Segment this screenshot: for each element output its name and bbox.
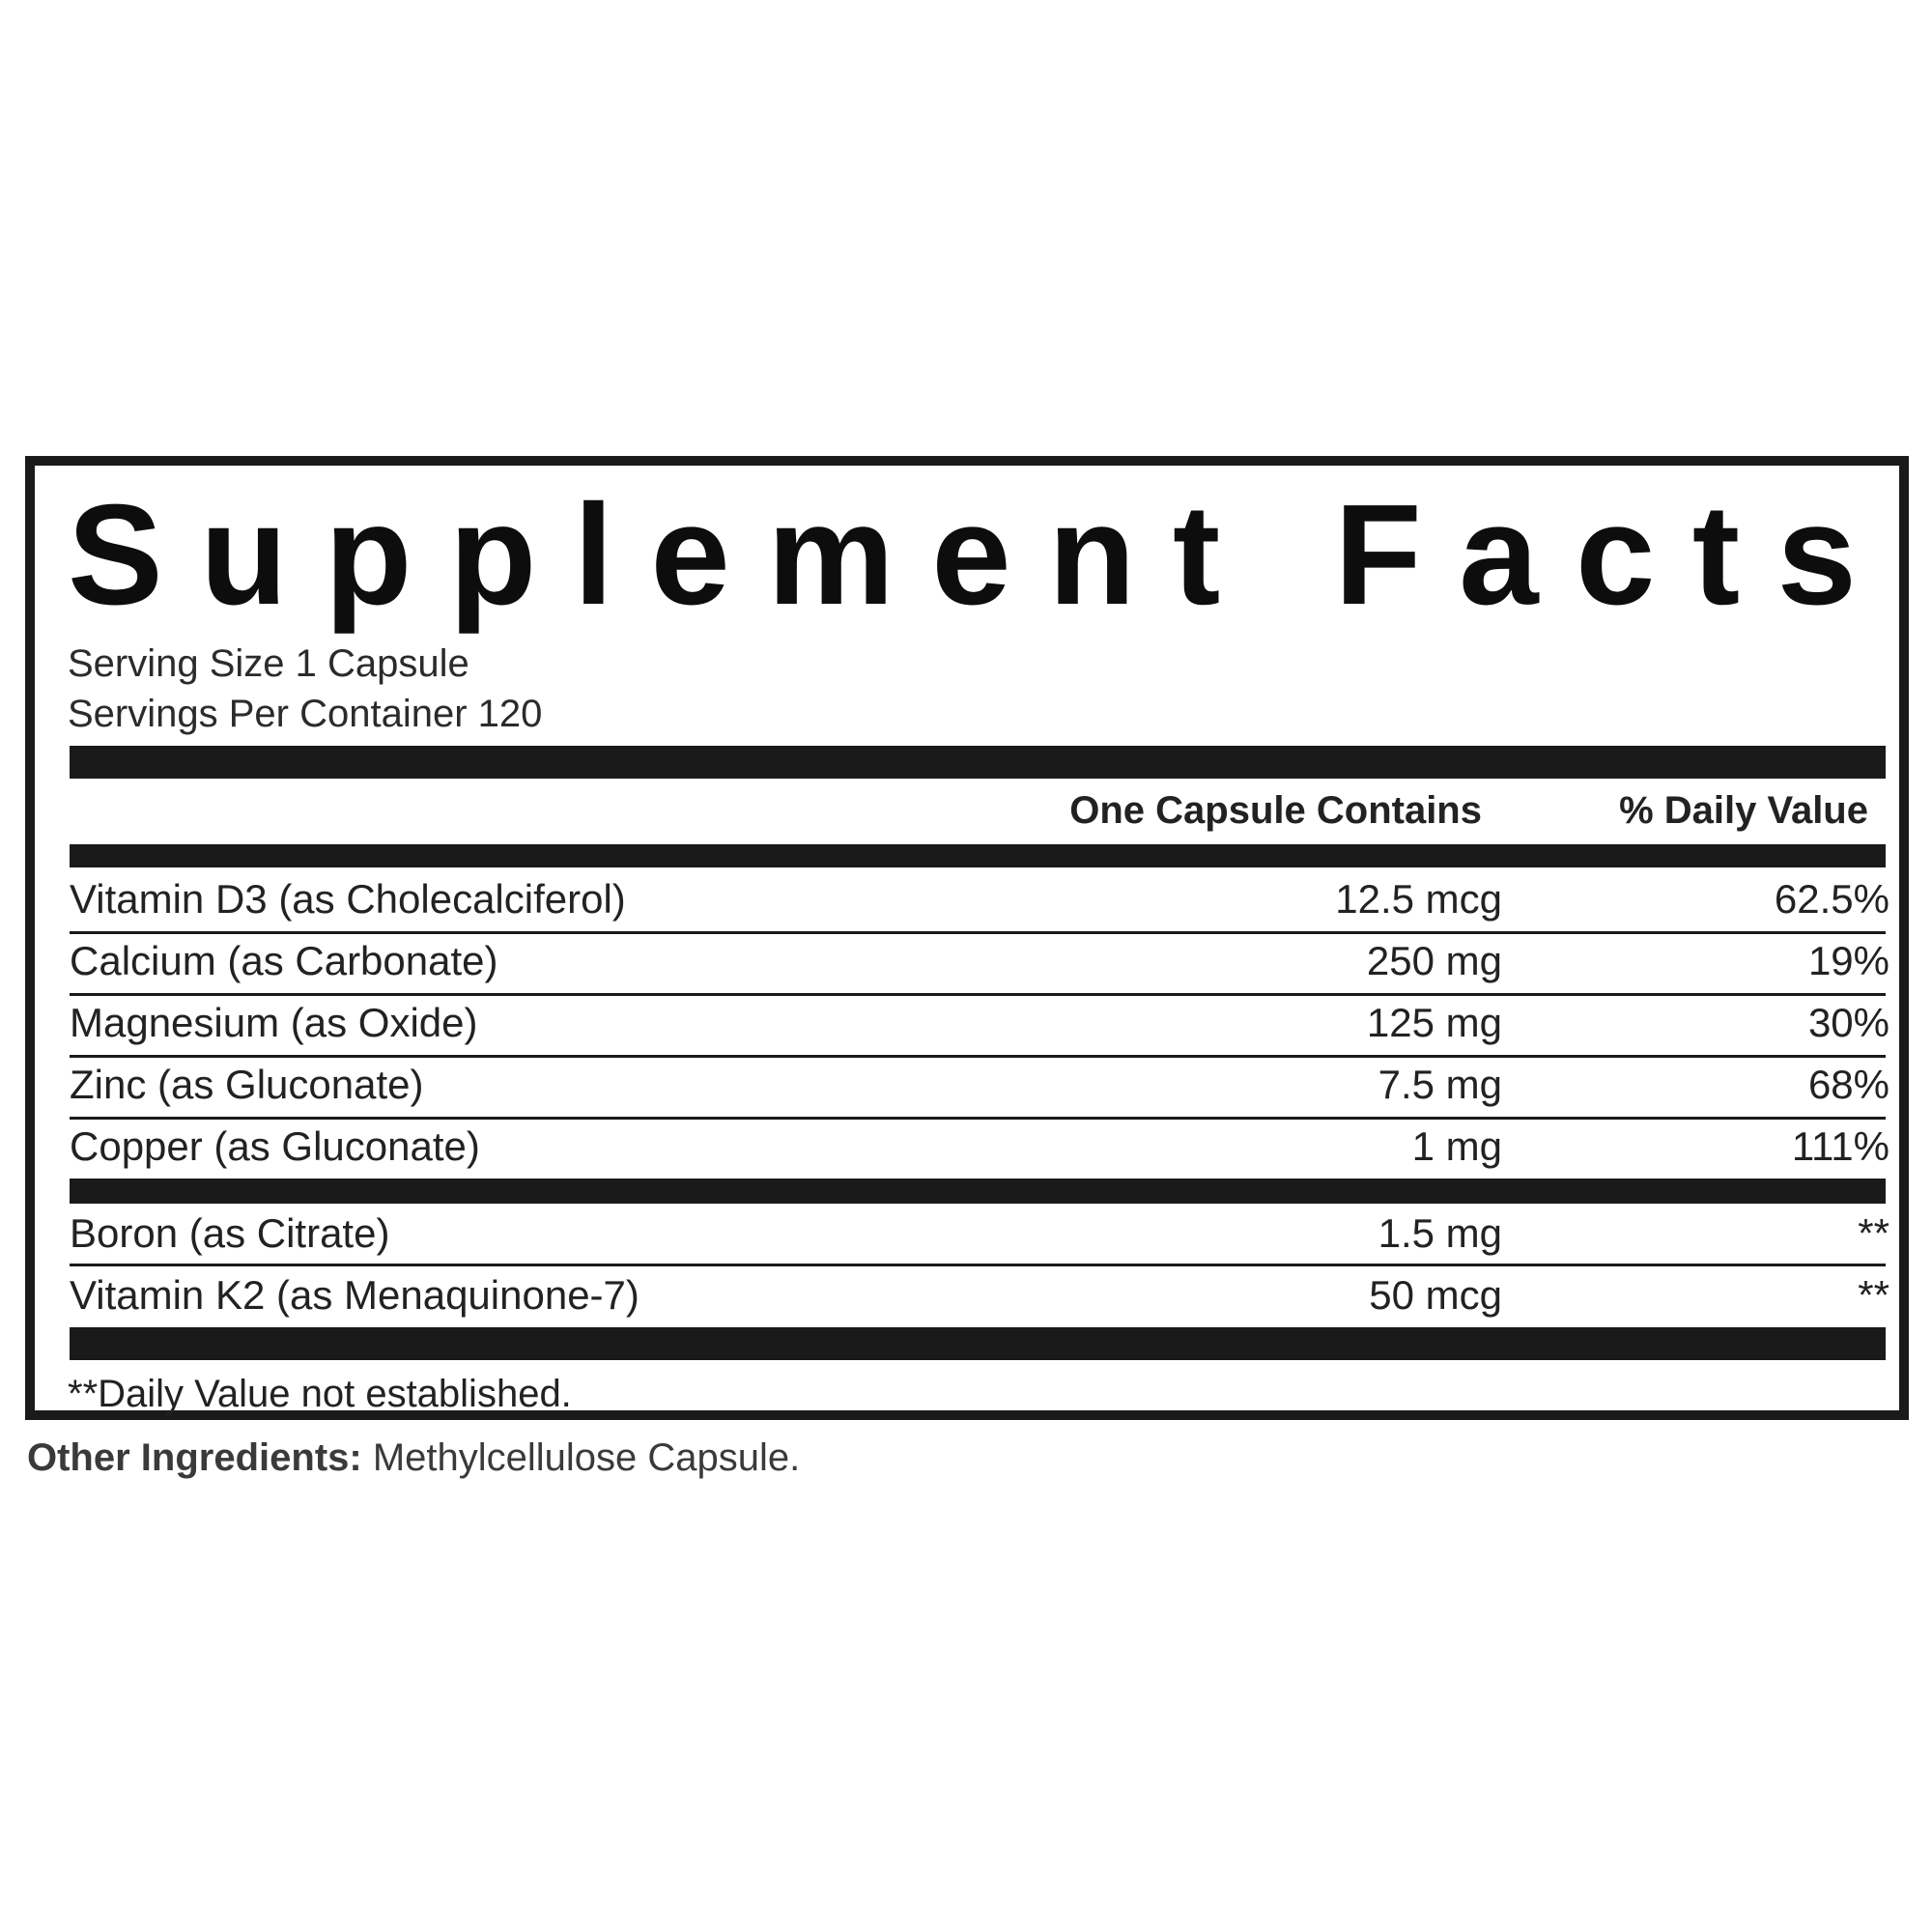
serving-size: Serving Size 1 Capsule	[68, 642, 469, 685]
nutrient-name: Calcium (as Carbonate)	[70, 938, 498, 983]
nutrient-amount: 1 mg	[1411, 1123, 1502, 1169]
footnote: **Daily Value not established.	[68, 1373, 572, 1415]
nutrient-amount: 250 mg	[1366, 938, 1502, 983]
nutrient-daily-value: 68%	[1807, 1062, 1889, 1107]
nutrient-amount: 50 mcg	[1369, 1272, 1502, 1318]
other-ingredients	[27, 1432, 800, 1484]
nutrient-name: Copper (as Gluconate)	[70, 1123, 480, 1169]
nutrient-daily-value: **	[1858, 1210, 1889, 1256]
nutrient-row	[70, 1055, 1889, 1115]
column-header-amount: One Capsule Contains	[1069, 789, 1482, 832]
column-header-daily-value: % Daily Value	[1619, 789, 1868, 832]
nutrient-name: Vitamin K2 (as Menaquinone-7)	[70, 1272, 639, 1318]
servings-per-container: Servings Per Container 120	[68, 693, 543, 735]
nutrient-amount: 12.5 mcg	[1335, 876, 1502, 922]
divider-thick	[70, 1327, 1886, 1360]
nutrient-row	[70, 993, 1889, 1053]
nutrient-row	[70, 1265, 1889, 1325]
nutrient-daily-value: **	[1858, 1272, 1889, 1318]
nutrient-daily-value: 19%	[1807, 938, 1889, 983]
nutrient-amount: 125 mg	[1366, 1000, 1502, 1045]
nutrient-row	[70, 869, 1889, 929]
nutrient-name: Magnesium (as Oxide)	[70, 1000, 478, 1045]
other-ingredients-value: Methylcellulose Capsule.	[372, 1436, 801, 1479]
divider-thick	[70, 746, 1886, 779]
nutrient-daily-value: 111%	[1791, 1123, 1889, 1169]
divider-thick	[70, 844, 1886, 867]
nutrient-amount: 7.5 mg	[1378, 1062, 1502, 1107]
nutrient-name: Vitamin D3 (as Cholecalciferol)	[70, 876, 626, 922]
supplement-facts-panel	[25, 456, 1909, 1420]
panel-title: Supplement Facts	[68, 475, 1894, 635]
nutrient-daily-value: 30%	[1807, 1000, 1889, 1045]
nutrient-row	[70, 931, 1889, 991]
divider-thick	[70, 1179, 1886, 1204]
nutrient-row	[70, 1117, 1889, 1177]
nutrient-daily-value: 62.5%	[1774, 876, 1889, 922]
other-ingredients-label: Other Ingredients:	[27, 1436, 362, 1479]
nutrient-row	[70, 1204, 1889, 1264]
nutrient-name: Zinc (as Gluconate)	[70, 1062, 424, 1107]
nutrient-name: Boron (as Citrate)	[70, 1210, 390, 1256]
nutrient-amount: 1.5 mg	[1378, 1210, 1502, 1256]
